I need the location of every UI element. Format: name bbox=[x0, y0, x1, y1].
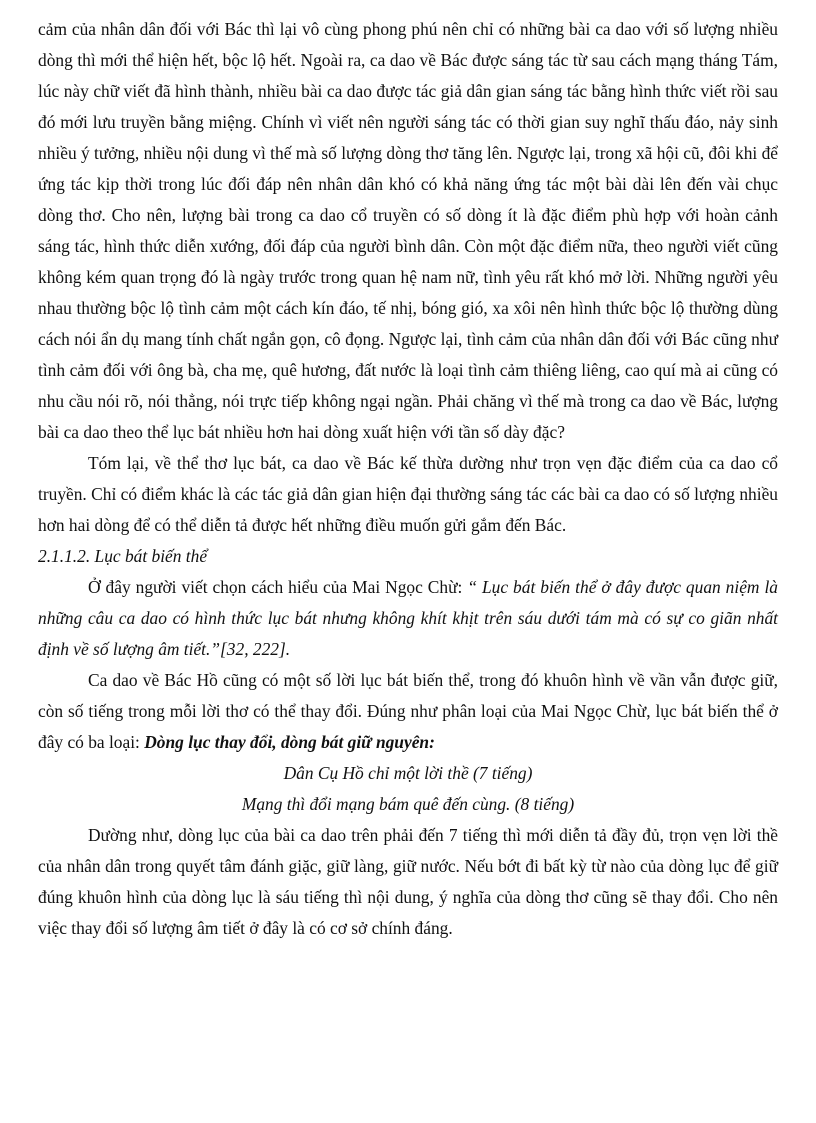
paragraph-4-bold: Dòng lục thay đổi, dòng bát giữ nguyên: bbox=[144, 732, 435, 752]
section-heading: 2.1.1.2. Lục bát biến thể bbox=[38, 546, 208, 566]
document-page bbox=[38, 14, 778, 944]
paragraph-2: Tóm lại, về thể thơ lục bát, ca dao về Bác kế thừa dường như trọn vẹn đặc điểm của ca dao cổ truyền. Chỉ có điểm khác là các tác giả dân gian hiện đại thường sáng tác các bài ca dao có số lượng nhiều hơn hai dòng để có thể diễn tả được hết những điều muốn gửi gắm đến Bác. bbox=[38, 453, 778, 535]
quote-mai-ngoc-chu: “ Lục bát biến thể ở đây được quan niệm là những câu ca dao có hình thức lục bát nhưng không khít khịt trên sáu dưới tám mà có sự co giãn nhất định về số lượng âm tiết.”[32, 222]. bbox=[38, 577, 778, 659]
paragraph-3-lead: Ở đây người viết chọn cách hiểu của Mai Ngọc Chừ: bbox=[88, 577, 468, 597]
paragraph-4-lead: Ca dao về Bác Hồ cũng có một số lời lục bát biến thể, trong đó khuôn hình về vần vẫn được giữ, còn số tiếng trong mỗi lời thơ có thể thay đổi. Đúng như phân loại của Mai Ngọc Chừ, lục bát biến thể ở đây có ba loại: bbox=[38, 670, 778, 752]
paragraph-3 bbox=[38, 572, 778, 665]
paragraph-5: Dường như, dòng lục của bài ca dao trên phải đến 7 tiếng thì mới diễn tả đầy đủ, trọn vẹn lời thề của nhân dân trong quyết tâm đánh giặc, giữ làng, giữ nước. Nếu bớt đi bất kỳ từ nào của dòng lục để giữ đúng khuôn hình của dòng lục là sáu tiếng thì nội dung, ý nghĩa của dòng thơ cũng sẽ thay đổi. Cho nên việc thay đổi số lượng âm tiết ở đây là có cơ sở chính đáng. bbox=[38, 825, 778, 938]
verse-line-2: Mạng thì đổi mạng bám quê đến cùng. (8 tiếng) bbox=[241, 794, 575, 814]
verse-line-1: Dân Cụ Hồ chỉ một lời thề (7 tiếng) bbox=[283, 763, 533, 783]
paragraph-1: cảm của nhân dân đối với Bác thì lại vô cùng phong phú nên chỉ có những bài ca dao với số lượng nhiều dòng thì mới thể hiện hết, bộc lộ hết. Ngoài ra, ca dao về Bác được sáng tác từ sau cách mạng tháng Tám, lúc này chữ viết đã hình thành, nhiều bài ca dao được tác giả dân gian sáng tác bằng hình thức viết rồi sau đó mới lưu truyền bằng miệng. Chính vì viết nên người sáng tác có thời gian suy nghĩ thấu đáo, nảy sinh nhiều ý tưởng, nhiều nội dung vì thế mà số lượng dòng thơ tăng lên. Ngược lại, trong xã hội cũ, đôi khi để ứng tác kịp thời trong lúc đối đáp nên nhân dân khó có khả năng ứng tác một bài dài lên đến vài chục dòng thơ. Cho nên, lượng bài trong ca dao cổ truyền có số dòng ít là đặc điểm phù hợp với hoàn cảnh sáng tác, hình thức diễn xướng, đối đáp của người bình dân. Còn một đặc điểm nữa, theo người viết cũng không kém quan trọng đó là ngày trước trong quan hệ nam nữ, tình yêu rất khó mở lời. Những người yêu nhau thường bộc lộ tình cảm một cách kín đáo, tế nhị, bóng gió, xa xôi nên hình thức bộc lộ thường dùng cách nói ẩn dụ mang tính chất ngắn gọn, cô đọng. Ngược lại, tình cảm của nhân dân đối với Bác cũng như tình cảm đối với ông bà, cha mẹ, quê hương, đất nước là loại tình cảm thiêng liêng, cao quí mà ai cũng có nhu cầu nói rõ, nói thẳng, nói trực tiếp không ngại ngần. Phải chăng vì thế mà trong ca dao về Bác, lượng bài ca dao theo thể lục bát nhiều hơn hai dòng xuất hiện với tần số dày đặc? bbox=[38, 19, 778, 442]
paragraph-4 bbox=[38, 665, 778, 758]
